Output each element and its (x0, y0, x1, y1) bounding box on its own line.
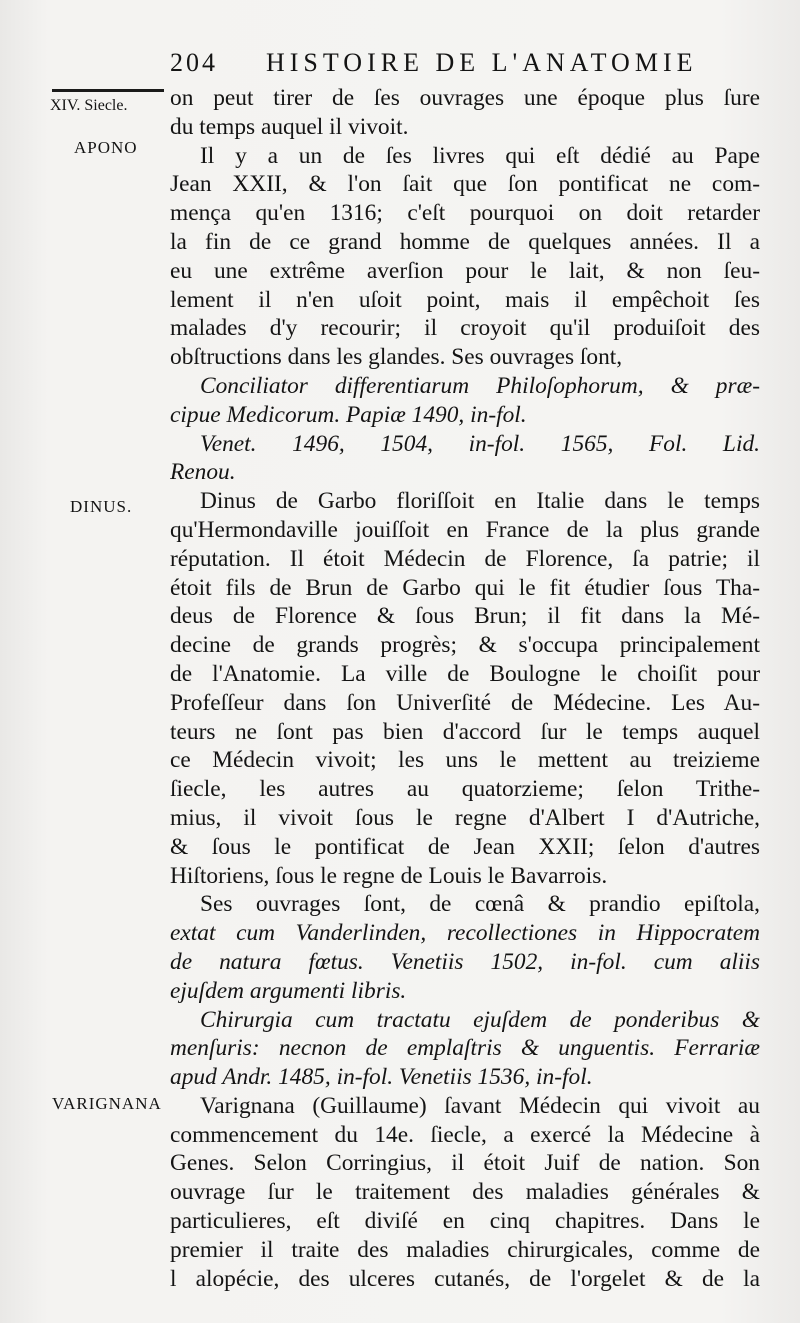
text-line: Il y a un de ſes livres qui eſt dédié au Pape (200, 142, 760, 169)
text-line: deus de Florence & ſous Brun; il fit dans la Mé- (170, 603, 760, 630)
text-line: Hiſtoriens, ſous le regne de Louis le Bavarrois. (170, 862, 608, 889)
text-line: Varignana (Guillaume) ſavant Médecin qui vivoit au (200, 1092, 760, 1119)
text-line: mius, il vivoit ſous le regne d'Albert I d'Autriche, (170, 804, 760, 831)
body-text (170, 84, 760, 1293)
text-line: de l'Anatomie. La ville de Boulogne le choiſit pour (170, 660, 760, 687)
text-line: ſiecle, les autres au quatorzieme; ſelon Trithe- (170, 776, 760, 803)
text-line: du temps auquel il vivoit. (170, 113, 409, 140)
text-line: on peut tirer de ſes ouvrages une époque plus ſure (170, 85, 760, 111)
margin-note-aponus: APONO (74, 138, 138, 157)
text-line: l alopécie, des ulceres cutanés, de l'orgelet & de la (170, 1265, 760, 1292)
text-line: Venet. 1496, 1504, in-fol. 1565, Fol. Lid. (200, 430, 760, 457)
text-line: ouvrage ſur le traitement des maladies générales & (170, 1179, 760, 1206)
text-line: cipue Medicorum. Papiæ 1490, in-fol. (170, 401, 527, 428)
text-line: premier il traite des maladies chirurgicales, comme de (170, 1236, 760, 1263)
text-line: Profeſſeur dans ſon Univerſité de Médecine. Les Au- (170, 689, 760, 716)
text-line: decine de grands progrès; & s'occupa principalement (170, 632, 760, 659)
text-line: obſtructions dans les glandes. Ses ouvrages ſont, (170, 344, 623, 371)
text-line: mença qu'en 1316; c'eſt pourquoi on doit retarder (170, 200, 760, 227)
text-line: la fin de ce grand homme de quelques années. Il a (170, 228, 760, 255)
margin-note-century: XIV. Siecle. (50, 97, 128, 114)
page-number: 204 (170, 48, 218, 77)
text-line: Chirurgia cum tractatu ejuſdem de ponderibus & (200, 1006, 760, 1033)
margin-note-dinus: DINUS. (70, 497, 133, 516)
text-line: Dinus de Garbo floriſſoit en Italie dans le temps (200, 488, 760, 515)
text-line: Ses ouvrages ſont, de cœnâ & prandio epiſtola, (200, 891, 760, 918)
text-line: de natura fœtus. Venetiis 1502, in-fol. cum aliis (170, 948, 760, 975)
text-line: étoit fils de Brun de Garbo qui le fit étudier ſous Tha- (170, 574, 760, 601)
text-line: lement il n'en uſoit point, mais il empêchoit ſes (170, 286, 760, 313)
text-line: particulieres, eſt diviſé en cinq chapitres. Dans le (170, 1208, 760, 1235)
margin-rule (52, 89, 164, 92)
text-line: extat cum Vanderlinden, recollectiones in Hippocratem (170, 920, 760, 947)
text-line: ce Médecin vivoit; les uns le mettent au treizieme (170, 747, 760, 774)
text-line: teurs ne ſont pas bien d'accord ſur le temps auquel (170, 718, 760, 745)
text-line: Jean XXII, & l'on ſait que ſon pontificat ne com- (170, 171, 760, 198)
text-line: menſuris: necnon de emplaſtris & unguentis. Ferrariæ (170, 1035, 760, 1062)
running-title: HISTOIRE DE L'ANATOMIE (266, 48, 698, 77)
text-line: Renou. (170, 459, 236, 486)
text-line: apud Andr. 1485, in-fol. Venetiis 1536, in-fol. (170, 1064, 593, 1091)
text-line: eu une extrême averſion pour le lait, & non ſeu- (170, 257, 760, 284)
margin-note-varignana: VARIGNANA (52, 1094, 162, 1113)
text-line: Conciliator differentiarum Philoſophorum, & præ- (200, 372, 760, 399)
text-line: ejuſdem argumenti libris. (170, 977, 407, 1004)
text-line: commencement du 14e. ſiecle, a exercé la Médecine à (170, 1121, 760, 1148)
text-line: qu'Hermondaville jouiſſoit en France de la plus grande (170, 516, 760, 543)
text-line: & ſous le pontificat de Jean XXII; ſelon d'autres (170, 833, 760, 860)
page-header (166, 48, 766, 82)
text-line: réputation. Il étoit Médecin de Florence, ſa patrie; il (170, 545, 760, 572)
text-line: Genes. Selon Corringius, il étoit Juif de nation. Son (170, 1150, 760, 1177)
text-line: malades d'y recourir; il croyoit qu'il produiſoit des (170, 315, 760, 342)
